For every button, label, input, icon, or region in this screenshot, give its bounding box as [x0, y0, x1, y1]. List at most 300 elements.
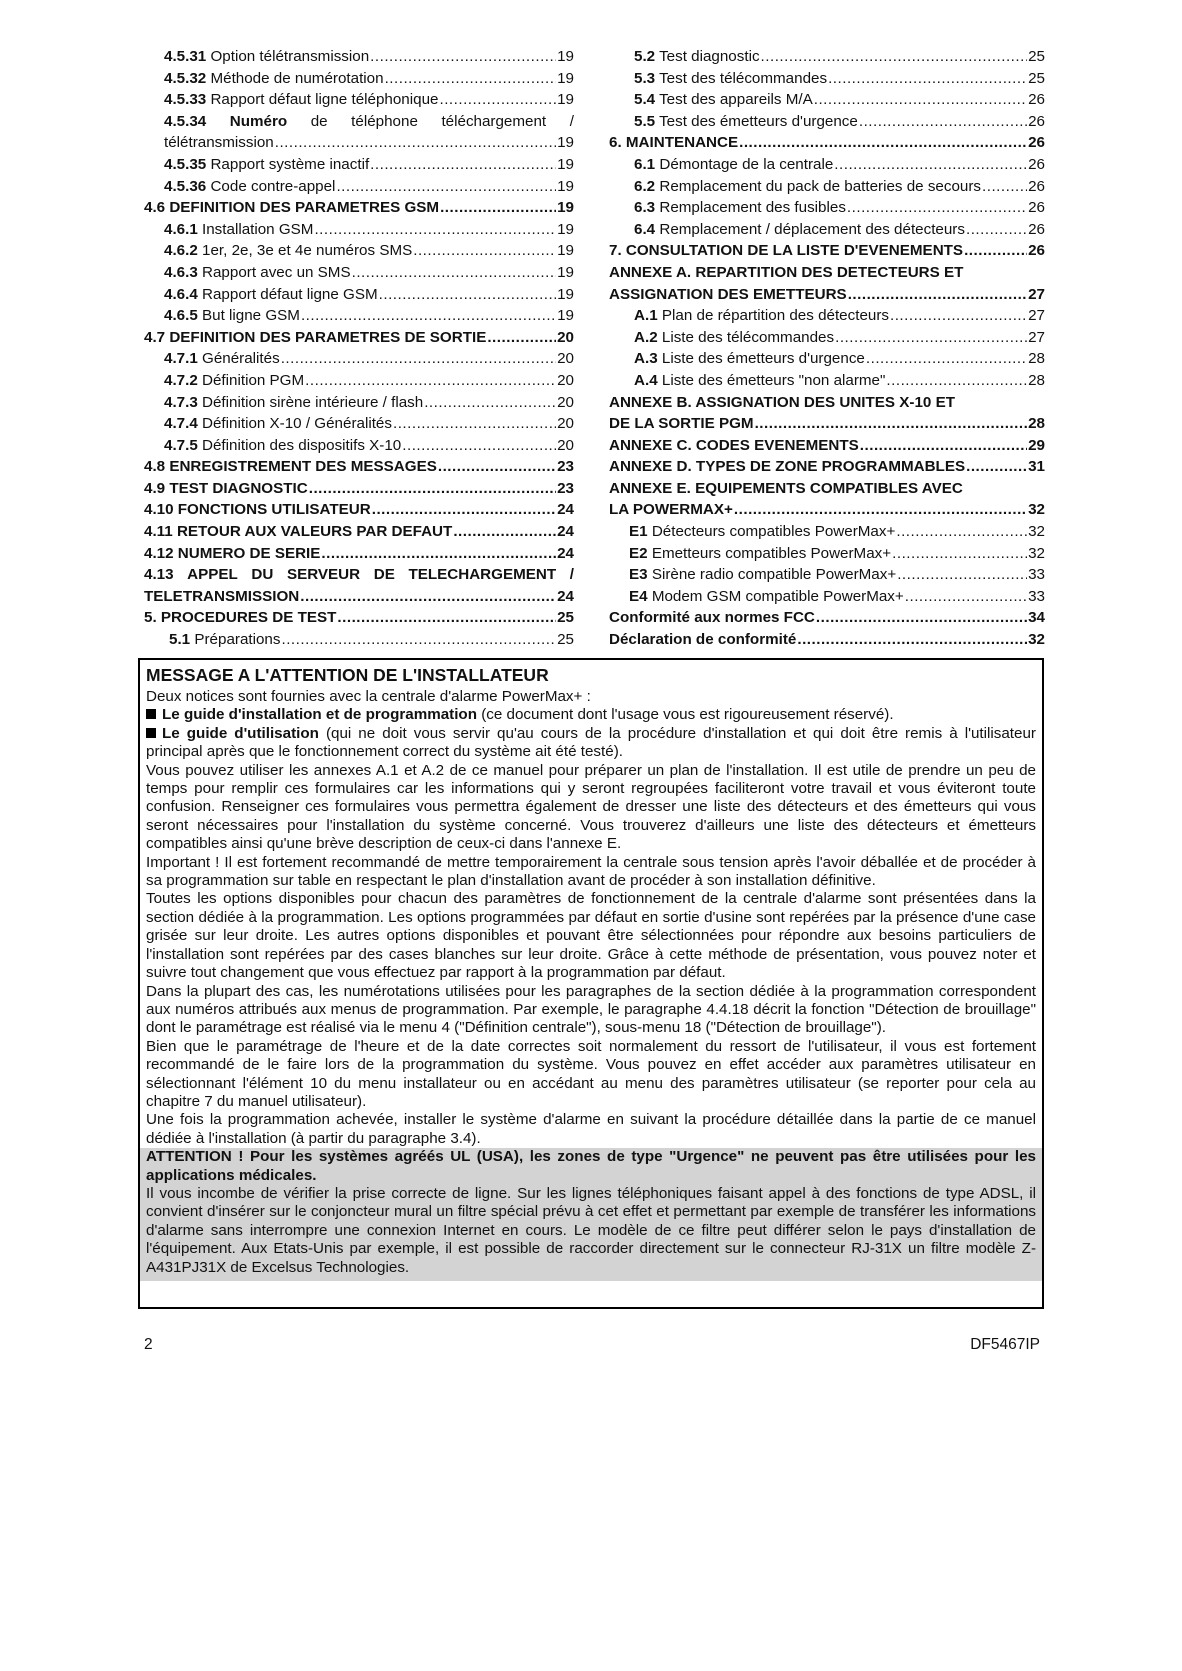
toc-entry-title [634, 327, 834, 349]
toc-entry[interactable] [609, 586, 1045, 608]
toc-entry-title [164, 132, 274, 154]
toc-entry-title [609, 607, 815, 629]
toc-leader-dots [816, 607, 1027, 629]
toc-entry-first-line: ANNEXE E. EQUIPEMENTS COMPATIBLES AVEC [609, 479, 963, 497]
toc-leader-dots [440, 197, 556, 219]
toc-entry-text: Généralités [202, 350, 280, 368]
toc-entry-text: Installation GSM [202, 220, 314, 238]
toc-entry-title [609, 240, 963, 262]
toc-entry-title [634, 111, 858, 133]
toc-entry-text: ANNEXE C. CODES EVENEMENTS [609, 436, 859, 454]
toc-page-number: 19 [557, 307, 574, 325]
toc-entry[interactable] [144, 176, 574, 198]
toc-page-number: 31 [1028, 458, 1045, 476]
toc-entry-line [164, 46, 574, 68]
toc-entry-first-line [144, 564, 574, 586]
toc-leader-dots [300, 586, 556, 608]
toc-entry-title [634, 370, 885, 392]
toc-entry-number: 4.7.5 [164, 436, 198, 454]
toc-entry[interactable] [144, 521, 574, 543]
toc-entry[interactable] [609, 327, 1045, 349]
toc-page-number: 26 [1028, 134, 1045, 152]
toc-entry-text: Test des télécommandes [659, 69, 828, 87]
toc-page-number: 26 [1028, 155, 1045, 173]
toc-leader-dots [890, 305, 1027, 327]
toc-entry-title [164, 392, 423, 414]
toc-entry[interactable] [609, 521, 1045, 543]
warning-text: Il vous incombe de vérifier la prise correcte de ligne. Sur les lignes téléphoniques faisant appel à des fonctions de type ADSL, il convient d'insérer sur le conjoncteur mural un filtre spécial prévu à cet effet et permettant par exemple de transférer les informations d'alarme sans interrompre une connexion Internet en cours. Le modèle de ce filtre peut différer selon le pays d'installation de l'équipement. Aux Etats-Unis par exemple, il est possible de raccorder directement sur le connecteur RJ-31X un filtre modèle Z-A431PJ31X de Excelsus Technologies. [146, 1184, 1036, 1276]
toc-leader-dots [370, 154, 556, 176]
toc-page-number: 25 [557, 631, 574, 649]
toc-entry-line [164, 262, 574, 284]
toc-leader-dots [835, 327, 1027, 349]
toc-entry[interactable] [144, 89, 574, 111]
toc-entry-line [609, 284, 1045, 306]
toc-entry-title [609, 435, 859, 457]
toc-entry-text: Démontage de la centrale [659, 155, 834, 173]
toc-entry[interactable] [609, 564, 1045, 586]
toc-entry-title [634, 197, 846, 219]
toc-entry-first-line: ANNEXE A. REPARTITION DES DETECTEURS ET [609, 263, 964, 281]
toc-entry-title [144, 586, 299, 608]
toc-entry-text: But ligne GSM [202, 307, 300, 325]
toc-entry-title [634, 68, 827, 90]
toc-entry[interactable] [609, 176, 1045, 198]
toc-entry-title [634, 176, 981, 198]
message-paragraph-6: Une fois la programmation achevée, installer le système d'alarme en suivant la procédure détaillée dans la partie de ce manuel dédiée à l'installation (à partir du paragraphe 3.4). [146, 1111, 1036, 1147]
toc-entry-line [144, 456, 574, 478]
toc-entry[interactable] [609, 89, 1045, 111]
toc-entry-line [164, 154, 574, 176]
toc-entry-number: E2 [629, 544, 648, 562]
toc-leader-dots [905, 586, 1027, 608]
toc-entry-title [629, 564, 896, 586]
toc-leader-dots [439, 89, 556, 111]
toc-entry[interactable] [609, 629, 1045, 651]
toc-entry-line [634, 176, 1045, 198]
toc-entry-line [164, 413, 574, 435]
toc-entry-number: 4.7.3 [164, 393, 198, 411]
toc-entry[interactable] [144, 413, 574, 435]
toc-entry-text: Test diagnostic [659, 48, 760, 65]
toc-entry-text: Plan de répartition des détecteurs [661, 307, 889, 325]
toc-entry[interactable] [144, 284, 574, 306]
toc-entry-text: Rapport avec un SMS [202, 263, 351, 281]
toc-leader-dots [761, 46, 1028, 68]
toc-entry-line [164, 219, 574, 241]
toc-entry[interactable] [144, 478, 574, 500]
toc-leader-dots [301, 305, 556, 327]
toc-entry[interactable] [144, 543, 574, 565]
toc-entry[interactable] [609, 305, 1045, 327]
toc-page-number: 26 [1028, 91, 1045, 109]
toc-leader-dots [314, 219, 556, 241]
toc-leader-dots [487, 327, 556, 349]
toc-leader-dots [966, 456, 1027, 478]
toc-entry-title [634, 89, 813, 111]
toc-page-number: 19 [557, 285, 574, 303]
warning-heading: ATTENTION ! Pour les systèmes agréés UL (USA), les zones de type "Urgence" ne peuvent pas être utilisées pour les applications médicales. [146, 1148, 1036, 1184]
toc-entry[interactable] [609, 262, 1045, 305]
toc-entry-number: 4.6.1 [164, 220, 198, 238]
toc-page-number: 20 [557, 436, 574, 454]
toc-page-number: 19 [557, 48, 574, 65]
toc-entry-text: Emetteurs compatibles PowerMax+ [651, 544, 892, 562]
toc-entry-text: Préparations [194, 631, 281, 649]
toc-word: SERVEUR [286, 566, 361, 584]
toc-leader-dots [275, 132, 556, 154]
toc-entry[interactable] [609, 607, 1045, 629]
toc-entry-text: Définition des dispositifs X-10 [202, 436, 402, 454]
toc-leader-dots [828, 68, 1027, 90]
toc-entry-number: 4.5.33 [164, 91, 207, 109]
toc-entry-text: Déclaration de conformité [609, 631, 797, 649]
toc-entry-title [144, 197, 439, 219]
toc-entry-number: 4.7.1 [164, 350, 198, 368]
toc-entry-title [144, 456, 437, 478]
toc-entry[interactable] [144, 111, 574, 154]
toc-entry-title [144, 607, 336, 629]
warning-block [140, 1148, 1042, 1281]
toc-entry-number: 4.5.35 [164, 155, 207, 173]
toc-entry-line [144, 607, 574, 629]
toc-entry-title [629, 521, 895, 543]
toc-entry[interactable] [144, 392, 574, 414]
toc-page-number: 26 [1028, 199, 1045, 217]
toc-entry-line [609, 240, 1045, 262]
toc-entry-title [634, 46, 760, 68]
toc-entry-line [629, 564, 1045, 586]
toc-entry-title [144, 478, 308, 500]
toc-entry-text: Définition sirène intérieure / flash [202, 393, 424, 411]
toc-page-number: 19 [557, 199, 574, 217]
toc-entry-line [629, 543, 1045, 565]
toc-page-number: 26 [1028, 242, 1045, 260]
toc-entry[interactable] [144, 435, 574, 457]
toc-entry[interactable] [144, 46, 574, 68]
toc-entry[interactable] [609, 240, 1045, 262]
toc-entry-text: Liste des émetteurs d'urgence [661, 350, 865, 368]
toc-entry-number: E1 [629, 523, 648, 541]
toc-entry[interactable] [609, 392, 1045, 435]
toc-leader-dots [281, 348, 556, 370]
toc-entry-text: Définition PGM [202, 371, 305, 389]
toc-entry-text: Remplacement du pack de batteries de secours [659, 177, 982, 195]
toc-entry-title [609, 284, 847, 306]
toc-entry-title [144, 543, 320, 565]
toc-page-number: 33 [1028, 566, 1045, 584]
toc-entry[interactable] [144, 197, 574, 219]
toc-entry[interactable] [609, 154, 1045, 176]
toc-entry-title [169, 629, 280, 651]
toc-entry-second-line: LA POWERMAX+ [609, 501, 733, 519]
toc-entry[interactable] [144, 499, 574, 521]
installer-message-box [138, 658, 1044, 1309]
toc-entry-title [144, 521, 452, 543]
toc-entry-title [609, 499, 733, 521]
toc-word: téléphone [351, 112, 418, 130]
toc-entry-line [164, 305, 574, 327]
toc-leader-dots [393, 413, 556, 435]
square-bullet-icon [146, 728, 156, 738]
toc-page-number: 28 [1028, 350, 1045, 368]
toc-entry-title [164, 219, 313, 241]
toc-word: de [310, 112, 328, 130]
toc-entry-text: 4.9 TEST DIAGNOSTIC [144, 479, 308, 497]
message-paragraph-3: Toutes les options disponibles pour chacun des paramètres de fonctionnement de la centrale d'alarme sont présentées dans la section dédiée à la programmation. Les options programmées par défaut en sortie d'usine sont repérées par la présence d'une case grisée sur leur droite. Les autres options disponibles et pouvant être sélectionnées pour répondre aux besoins particuliers de l'installation sont repérées par des cases blanches sur leur droite. Grâce à cette méthode de présentation, vous pouvez noter et suivre tout changement que vous effectuez par rapport à la programmation par défaut. [146, 890, 1036, 982]
toc-leader-dots [424, 392, 556, 414]
toc-entry[interactable] [609, 68, 1045, 90]
toc-leader-dots [797, 629, 1027, 651]
toc-leader-dots [964, 240, 1027, 262]
toc-leader-dots [305, 370, 556, 392]
toc-entry-number: 6.2 [634, 177, 656, 195]
toc-leader-dots [281, 629, 556, 651]
toc-word: TELECHARGEMENT [408, 566, 557, 584]
toc-page-number: 19 [557, 177, 574, 195]
toc-entry[interactable] [144, 305, 574, 327]
toc-entry[interactable] [144, 262, 574, 284]
toc-leader-dots [866, 348, 1027, 370]
toc-entry-text: Liste des télécommandes [661, 328, 835, 346]
footer-page-number: 2 [144, 1336, 153, 1353]
toc-entry-title [609, 456, 965, 478]
toc-entry-line [164, 240, 574, 262]
toc-entry[interactable] [144, 456, 574, 478]
toc-entry-title [634, 348, 865, 370]
toc-entry-number: 5.5 [634, 112, 656, 130]
toc-entry-text: 4.8 ENREGISTREMENT DES MESSAGES [144, 458, 437, 476]
toc-entry-title [164, 262, 351, 284]
toc-leader-dots [413, 240, 556, 262]
toc-page-number: 25 [557, 609, 574, 627]
toc-entry[interactable] [609, 197, 1045, 219]
toc-word: Numéro [229, 112, 288, 130]
toc-entry-line [169, 629, 574, 651]
toc-entry-number: A.4 [634, 371, 658, 389]
toc-leader-dots [814, 89, 1027, 111]
toc-entry-first-line [164, 111, 574, 133]
toc-entry-text: 4.11 RETOUR AUX VALEURS PAR DEFAUT [144, 523, 453, 541]
toc-entry-number: A.1 [634, 307, 658, 325]
toc-entry-text: 7. CONSULTATION DE LA LISTE D'EVENEMENTS [609, 242, 964, 260]
toc-entry[interactable] [609, 435, 1045, 457]
toc-page-number: 33 [1028, 587, 1045, 605]
toc-entry[interactable] [144, 68, 574, 90]
toc-entry[interactable] [144, 607, 574, 629]
toc-page-number: 28 [1028, 371, 1045, 389]
toc-entry-text: Code contre-appel [210, 177, 336, 195]
toc-entry-number: 4.7.2 [164, 371, 198, 389]
toc-leader-dots [892, 543, 1027, 565]
toc-leader-dots [896, 521, 1027, 543]
toc-entry-number: 6.1 [634, 155, 656, 173]
toc-leader-dots [897, 564, 1027, 586]
toc-page-number: 19 [557, 155, 574, 173]
toc-entry-line [609, 499, 1045, 521]
toc-entry-line [144, 543, 574, 565]
toc-entry-number: 4.6.4 [164, 285, 198, 303]
toc-entry-number: 6.4 [634, 220, 656, 238]
toc-entry-title [144, 327, 486, 349]
message-intro: Deux notices sont fournies avec la centrale d'alarme PowerMax+ : [146, 688, 591, 705]
toc-entry-line [634, 305, 1045, 327]
toc-page-number: 19 [557, 263, 574, 281]
toc-entry[interactable] [144, 370, 574, 392]
toc-entry[interactable] [609, 219, 1045, 241]
toc-entry[interactable] [144, 240, 574, 262]
toc-entry-text: 4.12 NUMERO DE SERIE [144, 544, 321, 562]
message-paragraph-1: Vous pouvez utiliser les annexes A.1 et A.2 de ce manuel pour préparer un plan de l'installation. Il est utile de prendre un peu de temps pour remplir ces formulaires car les informations qui y seront regroupées faciliteront votre travail et vous éviteront toute confusion. Renseigner ces formulaires vous permettra également de dresser une liste des détecteurs et des émetteurs qui vous seront nécessaires pour l'installation du système concerné. Vous trouverez d'ailleurs une liste des détecteurs et émetteurs compatibles ainsi qu'une brève description de ceux-ci dans l'annexe E. [146, 761, 1036, 853]
toc-leader-dots [847, 197, 1027, 219]
toc-entry-line [144, 499, 574, 521]
toc-entry-line [634, 68, 1045, 90]
toc-entry-line [144, 197, 574, 219]
toc-leader-dots [982, 176, 1027, 198]
toc-word: téléchargement [441, 112, 547, 130]
toc-entry-line [609, 607, 1045, 629]
toc-leader-dots [755, 413, 1028, 435]
toc-page-number: 19 [557, 91, 574, 109]
toc-entry-second-line: télétransmission [164, 134, 274, 152]
toc-entry-text: Remplacement des fusibles [659, 199, 846, 217]
toc-page-number: 20 [557, 371, 574, 389]
toc-entry[interactable] [144, 327, 574, 349]
toc-leader-dots [321, 543, 556, 565]
toc-leader-dots [438, 456, 556, 478]
toc-entry-text: Liste des émetteurs "non alarme" [661, 371, 886, 389]
toc-entry[interactable] [609, 543, 1045, 565]
toc-entry[interactable] [609, 46, 1045, 68]
toc-word: DU [251, 566, 274, 584]
toc-entry-title [634, 305, 889, 327]
toc-entry-line [144, 586, 574, 608]
toc-entry-line [144, 327, 574, 349]
toc-entry-line [634, 89, 1045, 111]
message-paragraph-2: Important ! Il est fortement recommandé de mettre temporairement la centrale sous tension après l'avoir déballée et de procéder à sa programmation sur table en respectant le plan d'installation avant de procéder à son installation définitive. [146, 853, 1036, 890]
square-bullet-icon [146, 709, 156, 719]
toc-entry-title [164, 413, 392, 435]
toc-entry-text: Option télétransmission [210, 48, 370, 65]
toc-page-number: 19 [557, 134, 574, 152]
toc-entry-line [144, 521, 574, 543]
toc-leader-dots [385, 68, 557, 90]
toc-page-number: 24 [557, 501, 574, 519]
toc-word: / [569, 566, 574, 584]
toc-entry-text: 4.10 FONCTIONS UTILISATEUR [144, 501, 371, 519]
toc-entry-number: 6.3 [634, 199, 656, 217]
bullet-2-text: (qui ne doit vous servir qu'au cours de la procédure d'installation et qui doit être remis à l'utilisateur principal après que le fonctionnement correct du système ait été testé). [146, 724, 1036, 761]
toc-entry[interactable] [609, 111, 1045, 133]
toc-entry-line [609, 132, 1045, 154]
toc-leader-dots [372, 499, 556, 521]
toc-leader-dots [379, 284, 556, 306]
message-paragraph-4: Dans la plupart des cas, les numérotations utilisées pour les paragraphes de la section dédiée à la programmation correspondent aux numéros attribués aux menus de programmation. Par exemple, le paragraphe 4.4.18 décrit la fonction "Détection de brouillage" dont le paramétrage est réalisé via le menu 4 ("Définition centrale"), sous-menu 18 ("Détection de brouillage"). [146, 982, 1036, 1037]
toc-entry-number: 4.6.2 [164, 242, 198, 260]
toc-page-number: 27 [1028, 307, 1045, 325]
toc-right-column [609, 46, 1045, 651]
toc-page-number: 32 [1028, 544, 1045, 562]
toc-entry-title [164, 240, 412, 262]
toc-entry[interactable] [609, 370, 1045, 392]
toc-entry-title [164, 305, 300, 327]
toc-entry-line [634, 348, 1045, 370]
toc-entry-line [164, 68, 574, 90]
toc-entry-text: Test des émetteurs d'urgence [659, 112, 858, 130]
toc-entry-title [164, 46, 369, 68]
toc-entry-text: 4.7 DEFINITION DES PARAMETRES DE SORTIE [144, 328, 487, 346]
toc-entry-line [634, 327, 1045, 349]
toc-entry[interactable] [609, 132, 1045, 154]
footer-doc-code: DF5467IP [970, 1336, 1040, 1353]
toc-leader-dots [859, 111, 1027, 133]
bullet-1-bold: Le guide d'installation et de programmation [162, 706, 477, 724]
toc-entry[interactable] [144, 154, 574, 176]
toc-entry-number: A.3 [634, 350, 658, 368]
toc-leader-dots [886, 370, 1027, 392]
toc-entry-title [164, 370, 304, 392]
toc-entry-title [164, 284, 378, 306]
toc-entry[interactable] [144, 219, 574, 241]
toc-word: DE [373, 566, 395, 584]
toc-page-number: 29 [1028, 436, 1045, 454]
toc-entry-title [629, 586, 904, 608]
toc-entry-number: A.2 [634, 328, 658, 346]
toc-page-number: 24 [557, 544, 574, 562]
toc-entry[interactable] [144, 629, 574, 651]
toc-page-number: 27 [1028, 285, 1045, 303]
toc-entry-number: 4.7.4 [164, 415, 198, 433]
toc-page-number: 26 [1028, 112, 1045, 130]
toc-leader-dots [966, 219, 1027, 241]
toc-entry-text: Définition X-10 / Généralités [202, 415, 392, 433]
toc-entry-text: Méthode de numérotation [210, 69, 384, 87]
toc-word: 4.13 [144, 566, 174, 584]
toc-entry-title [164, 435, 401, 457]
toc-entry[interactable] [609, 348, 1045, 370]
toc-entry-line [629, 586, 1045, 608]
toc-entry-number: E3 [629, 566, 648, 584]
toc-entry-line [634, 197, 1045, 219]
toc-entry[interactable] [609, 478, 1045, 521]
toc-entry-number: 5.3 [634, 69, 656, 87]
toc-entry[interactable] [144, 348, 574, 370]
toc-entry-text: 1er, 2e, 3e et 4e numéros SMS [202, 242, 413, 260]
toc-entry[interactable] [609, 456, 1045, 478]
message-bullet-1 [146, 706, 1036, 724]
toc-entry-title [634, 154, 833, 176]
toc-entry-text: ANNEXE D. TYPES DE ZONE PROGRAMMABLES [609, 458, 966, 476]
toc-entry-title [609, 413, 754, 435]
toc-leader-dots [848, 284, 1027, 306]
toc-page-number: 32 [1028, 631, 1045, 649]
toc-page-number: 19 [557, 220, 574, 238]
toc-leader-dots [734, 499, 1027, 521]
toc-entry-line [164, 435, 574, 457]
toc-entry-title [609, 132, 738, 154]
toc-entry-title [164, 89, 438, 111]
toc-entry-text: 4.6 DEFINITION DES PARAMETRES GSM [144, 199, 440, 217]
toc-page-number: 32 [1028, 501, 1045, 519]
toc-page-number: 23 [557, 479, 574, 497]
toc-page-number: 24 [557, 523, 574, 541]
toc-entry-number: 4.5.36 [164, 177, 207, 195]
toc-entry-line [634, 370, 1045, 392]
toc-entry-title [609, 629, 796, 651]
toc-entry[interactable] [144, 564, 574, 607]
toc-entry-text: 6. MAINTENANCE [609, 134, 739, 152]
toc-leader-dots [352, 262, 557, 284]
